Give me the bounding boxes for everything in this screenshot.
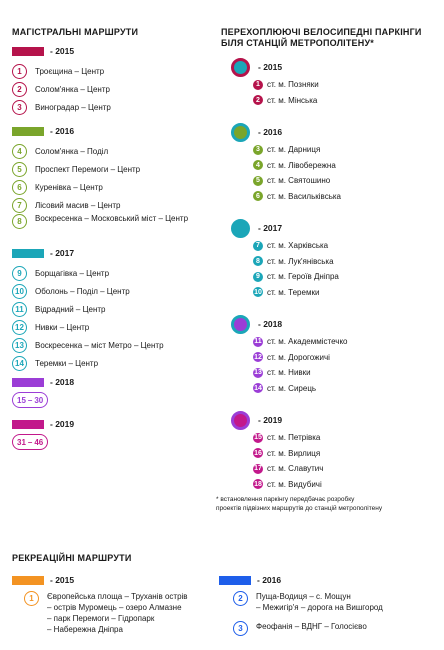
route-label: Воскресенка – міст Метро – Центр — [35, 340, 164, 350]
route-item — [12, 98, 205, 116]
route-item — [12, 264, 205, 282]
station-label: ст. м. Дорогожичі — [267, 352, 330, 362]
range-dash: – — [27, 395, 33, 405]
parking-station — [253, 461, 348, 477]
parking-year-marker — [231, 123, 250, 142]
route-item — [12, 62, 205, 80]
route-label: Куренівка – Центр — [35, 182, 103, 192]
station-number: 17 — [254, 465, 262, 473]
route-label: Теремки – Центр — [35, 358, 99, 368]
route-number: 12 — [12, 320, 27, 335]
station-number: 11 — [254, 338, 262, 346]
parking-year-group — [231, 122, 348, 204]
extra-year-bar — [12, 420, 44, 429]
route-number: 6 — [12, 180, 27, 195]
route-items — [12, 62, 205, 116]
extra-year-group — [12, 418, 74, 450]
parking-year-row — [231, 57, 348, 77]
station-label: ст. м. Дарниця — [267, 145, 321, 155]
route-year-group — [12, 125, 205, 238]
route-item — [12, 354, 205, 372]
extra-year-label: - 2019 — [50, 419, 75, 429]
range-to: 46 — [34, 437, 44, 447]
range-from: 31 — [17, 437, 26, 447]
rec-route-number: 3 — [233, 621, 248, 636]
route-number: 2 — [12, 82, 27, 97]
station-label: ст. м. Теремки — [267, 287, 320, 297]
parking-year-group — [231, 218, 348, 300]
route-item — [12, 318, 205, 336]
route-year-group — [12, 247, 205, 372]
parking-year-group — [231, 57, 348, 108]
station-label: ст. м. Славутич — [267, 464, 324, 474]
route-item — [12, 282, 205, 300]
parking-year-row — [231, 314, 348, 334]
parking-station — [253, 430, 348, 446]
route-number: 7 — [12, 198, 27, 213]
route-item — [12, 336, 205, 354]
station-number: 15 — [254, 434, 262, 442]
station-number: 10 — [254, 288, 262, 296]
station-label: ст. м. Харківська — [267, 241, 329, 251]
parking-station — [253, 350, 348, 366]
route-items — [12, 264, 205, 372]
station-number: 7 — [253, 241, 263, 251]
station-label: ст. м. Нивки — [267, 368, 311, 378]
station-number: 1 — [253, 80, 263, 90]
station-label: ст. м. Лук'янівська — [267, 256, 334, 266]
route-label: Проспект Перемоги – Центр — [35, 164, 141, 174]
parking-station — [253, 334, 348, 350]
route-number: 3 — [12, 100, 27, 115]
parking-title-line-2: БІЛЯ СТАНЦІЙ МЕТРОПОЛІТЕНУ* — [221, 38, 374, 48]
route-label: Солом'янка – Центр — [35, 84, 110, 94]
route-item — [12, 142, 205, 160]
station-label: ст. м. Мінська — [267, 95, 318, 105]
parking-station — [253, 446, 348, 462]
rec-route-line: – острів Муромець – озеро Алмазне — [47, 603, 182, 612]
extra-routes-list — [12, 376, 74, 450]
parking-year-marker — [231, 219, 250, 238]
parking-list — [231, 57, 348, 492]
route-item — [12, 160, 205, 178]
route-number: 8 — [12, 214, 27, 229]
station-label: ст. м. Позняки — [267, 80, 319, 90]
station-label: ст. м. Петрівка — [267, 433, 321, 443]
parking-year-row — [231, 122, 348, 142]
route-items — [12, 142, 205, 238]
extra-year-label: - 2018 — [50, 377, 75, 387]
parking-year-group — [231, 410, 348, 492]
route-label: Воскресенка – Московський міст – Центр — [35, 214, 189, 223]
rec-right-year-bar — [219, 576, 251, 585]
main-routes-list — [12, 45, 205, 372]
station-label: ст. м. Святошино — [267, 176, 331, 186]
station-label: ст. м. Сирець — [267, 383, 317, 393]
parking-year-label: - 2019 — [258, 415, 283, 425]
route-label: Лісовий масив – Центр — [35, 200, 121, 210]
parking-year-marker — [231, 411, 250, 430]
rec-right-block — [219, 574, 383, 636]
rec-route — [219, 591, 383, 613]
station-label: ст. м. Лівобережна — [267, 160, 336, 170]
parking-station — [253, 269, 348, 285]
parking-station — [253, 142, 348, 158]
station-number: 13 — [254, 369, 262, 377]
parking-year-marker — [231, 58, 250, 77]
rec-route-line: – Межигір'я – дорога на Вишгород — [256, 603, 383, 612]
recreational-title: РЕКРЕАЦІЙНІ МАРШРУТИ — [12, 553, 132, 563]
route-number: 10 — [12, 284, 27, 299]
route-label: Виноградар – Центр — [35, 102, 111, 112]
rec-route-label — [256, 621, 367, 632]
extra-year-row — [12, 376, 74, 388]
station-number: 2 — [253, 95, 263, 105]
route-range — [12, 434, 48, 450]
rec-right-year-row — [219, 574, 383, 586]
parking-year-row — [231, 410, 348, 430]
route-year-row — [12, 247, 205, 259]
route-year-label: - 2015 — [50, 46, 75, 56]
rec-route-number: 2 — [233, 591, 248, 606]
route-number: 1 — [12, 64, 27, 79]
extra-year-row — [12, 418, 74, 430]
extra-year-group — [12, 376, 74, 408]
route-item — [12, 80, 205, 98]
rec-right-year-label: - 2016 — [257, 575, 282, 585]
parking-title-line-1: ПЕРЕХОПЛЮЮЧІ ВЕЛОСИПЕДНІ ПАРКІНГИ — [221, 27, 422, 37]
station-number: 12 — [254, 353, 262, 361]
route-year-label: - 2016 — [50, 126, 75, 136]
rec-left-year-row — [12, 574, 188, 586]
parking-year-marker — [231, 315, 250, 334]
route-year-bar — [12, 47, 44, 56]
route-number: 5 — [12, 162, 27, 177]
station-number: 16 — [254, 449, 262, 457]
station-number: 18 — [254, 480, 262, 488]
rec-route-label — [47, 591, 188, 635]
route-label: Борщагівка – Центр — [35, 268, 110, 278]
station-label: ст. м. Академмістечко — [267, 337, 348, 347]
station-label: ст. м. Вирлиця — [267, 448, 321, 458]
station-number: 9 — [253, 272, 263, 282]
rec-route-number: 1 — [24, 591, 39, 606]
parking-year-label: - 2018 — [258, 319, 283, 329]
station-number: 5 — [253, 176, 263, 186]
station-number: 8 — [253, 256, 263, 266]
station-label: ст. м. Васильківська — [267, 191, 341, 201]
station-number: 4 — [253, 160, 263, 170]
route-label: Солом'янка – Поділ — [35, 146, 109, 156]
parking-year-label: - 2016 — [258, 127, 283, 137]
route-label: Оболонь – Поділ – Центр — [35, 286, 130, 296]
main-routes-title: МАГІСТРАЛЬНІ МАРШРУТИ — [12, 27, 139, 37]
route-number: 9 — [12, 266, 27, 281]
route-number: 11 — [12, 302, 27, 317]
route-item — [12, 178, 205, 196]
parking-station — [253, 365, 348, 381]
parking-station — [253, 254, 348, 270]
parking-year-row — [231, 218, 348, 238]
route-range — [12, 392, 48, 408]
range-to: 30 — [34, 395, 44, 405]
rec-route-line: Пуща-Водиця – с. Мощун — [256, 592, 351, 601]
parking-station — [253, 158, 348, 174]
parking-station — [253, 77, 348, 93]
parking-year-label: - 2017 — [258, 223, 283, 233]
parking-station — [253, 238, 348, 254]
station-number: 6 — [253, 191, 263, 201]
rec-left-year-label: - 2015 — [50, 575, 75, 585]
route-year-row — [12, 45, 205, 57]
rec-route-line: Європейська площа – Труханів острів — [47, 592, 188, 601]
parking-footnote — [216, 495, 382, 513]
route-year-bar — [12, 127, 44, 136]
route-label: Відрадний – Центр — [35, 304, 106, 314]
parking-station — [253, 285, 348, 301]
route-number: 14 — [12, 356, 27, 371]
range-from: 15 — [17, 395, 26, 405]
station-number: 3 — [253, 145, 263, 155]
rec-route-line: Феофанія – ВДНГ – Голосієво — [256, 622, 367, 631]
route-label: Троєщина – Центр — [35, 66, 105, 76]
rec-route-line: – Набережна Дніпра — [47, 625, 123, 634]
route-year-group — [12, 45, 205, 116]
station-number: 14 — [254, 384, 262, 392]
route-item — [12, 196, 205, 214]
route-label: Нивки – Центр — [35, 322, 90, 332]
parking-station — [253, 381, 348, 397]
route-item — [12, 214, 205, 238]
rec-route — [219, 621, 383, 636]
rec-left-block — [12, 574, 188, 635]
rec-left-route — [12, 591, 188, 635]
route-number: 4 — [12, 144, 27, 159]
route-year-row — [12, 125, 205, 137]
route-year-label: - 2017 — [50, 248, 75, 258]
footnote-line-2: проектів підвізних маршрутів до станцій метрополітену — [216, 505, 383, 512]
rec-route-label — [256, 591, 383, 613]
parking-station — [253, 189, 348, 205]
route-item — [12, 300, 205, 318]
parking-title — [221, 27, 422, 49]
parking-year-label: - 2015 — [258, 62, 283, 72]
station-label: ст. м. Героїв Дніпра — [267, 272, 339, 282]
parking-station — [253, 173, 348, 189]
footnote-line-1: * встановлення паркінгу передбачає розробку — [216, 496, 355, 503]
parking-station — [253, 477, 348, 493]
route-number: 13 — [12, 338, 27, 353]
parking-station — [253, 93, 348, 109]
station-label: ст. м. Видубичі — [267, 479, 322, 489]
rec-left-year-bar — [12, 576, 44, 585]
range-dash: – — [27, 437, 33, 447]
route-year-bar — [12, 249, 44, 258]
parking-year-group — [231, 314, 348, 396]
rec-route-line: – парк Перемоги – Гідропарк — [47, 614, 155, 623]
extra-year-bar — [12, 378, 44, 387]
